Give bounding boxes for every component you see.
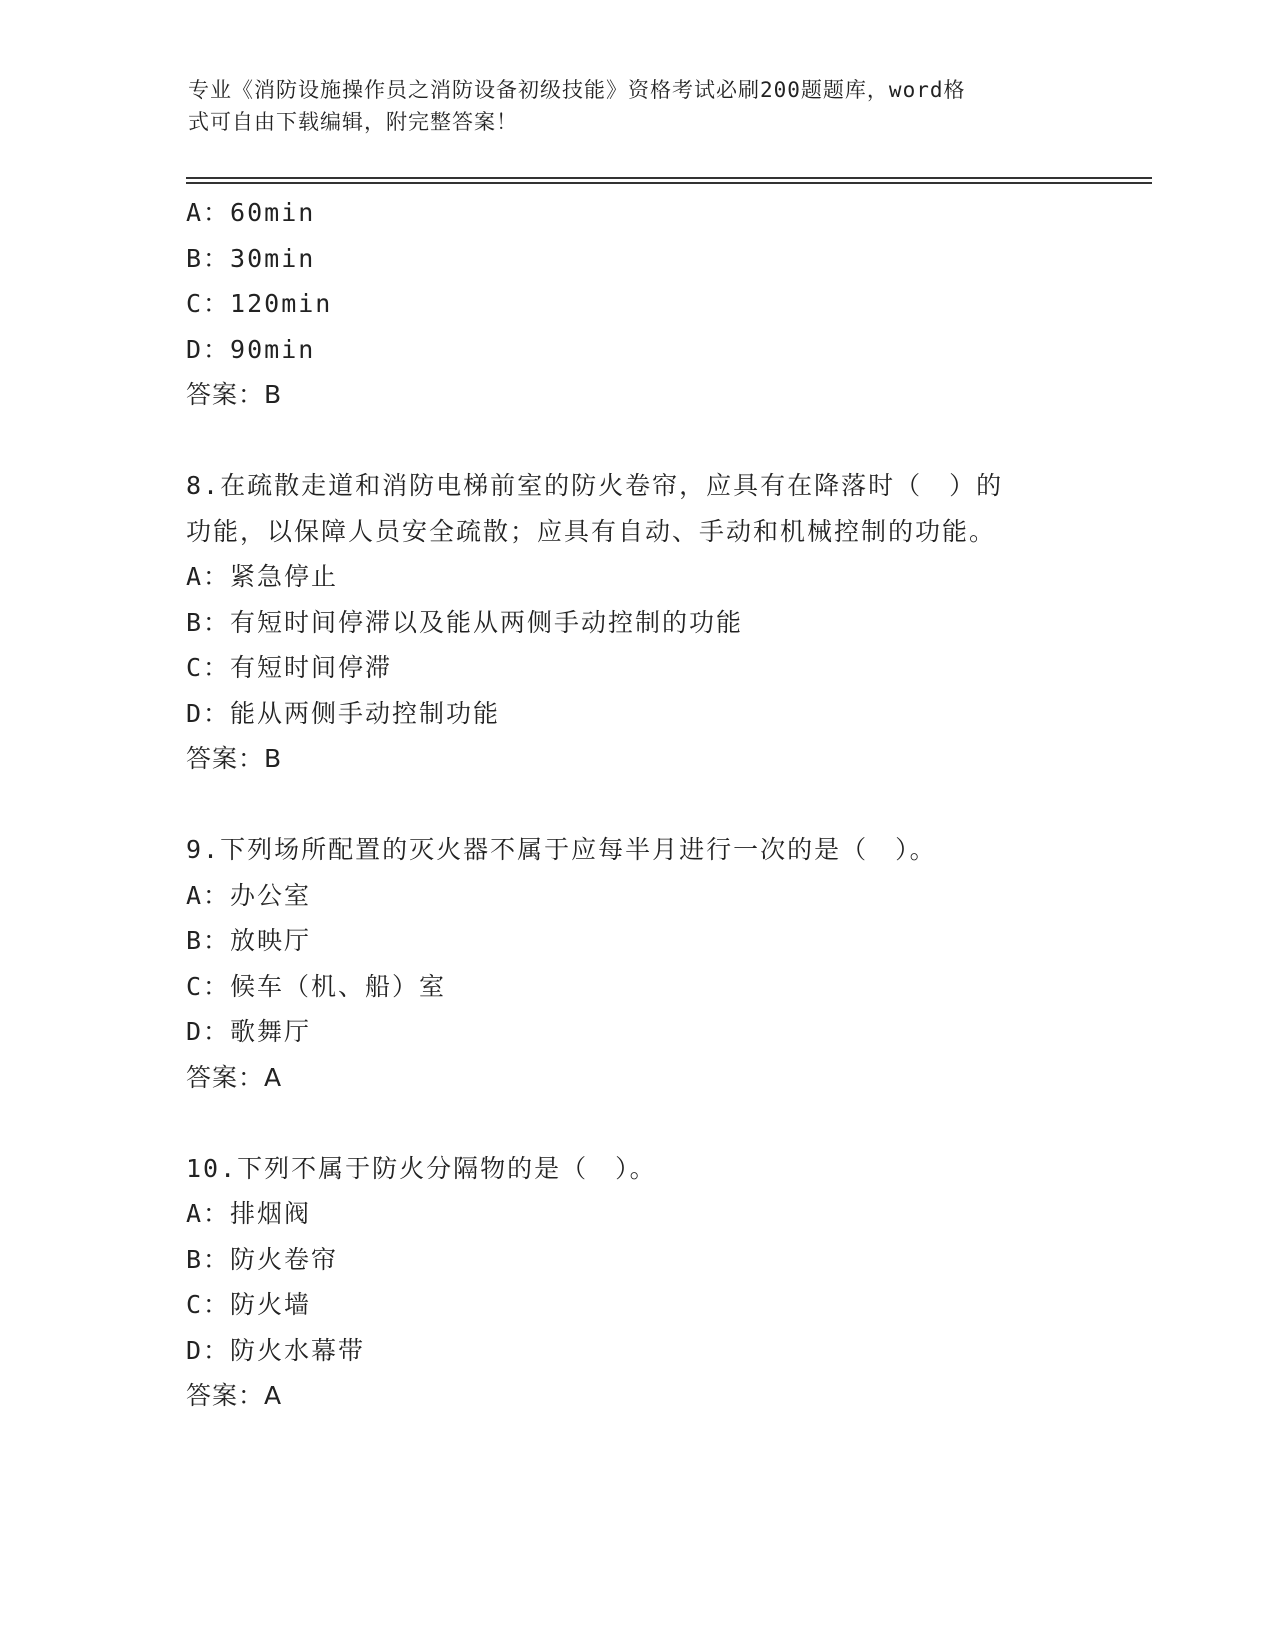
option-c: C：候车（机、船）室	[186, 971, 447, 1001]
question-list	[186, 190, 1152, 1419]
question-stem: 8.在疏散走道和消防电梯前室的防火卷帘，应具有在降落时（ ）的	[186, 471, 1004, 500]
option-b: B：防火卷帘	[186, 1244, 339, 1274]
header-divider-top	[186, 177, 1152, 179]
spacer	[186, 1100, 1152, 1146]
option-a: A：办公室	[186, 880, 312, 910]
option-a: A：60min	[186, 198, 316, 227]
header-divider-bottom	[186, 182, 1152, 184]
option-d: D：能从两侧手动控制功能	[186, 698, 501, 728]
answer: 答案：A	[186, 1381, 283, 1410]
option-d: D：歌舞厅	[186, 1017, 312, 1046]
option-b: B：有短时间停滞以及能从两侧手动控制的功能	[186, 607, 744, 637]
header-line-1: 专业《消防设施操作员之消防设备初级技能》资格考试必刷200题题库，word格	[188, 78, 966, 102]
spacer	[186, 418, 1152, 464]
question-stem: 9.下列场所配置的灭火器不属于应每半月进行一次的是（ ）。	[186, 835, 937, 864]
question-8	[186, 463, 1152, 782]
option-d: D：防火水幕带	[186, 1335, 366, 1365]
spacer	[186, 782, 1152, 828]
answer: 答案：B	[186, 744, 283, 773]
question-9	[186, 827, 1152, 1100]
option-c: C：120min	[186, 289, 333, 318]
option-a: A：排烟阀	[186, 1199, 312, 1228]
option-c: C：防火墙	[186, 1290, 312, 1319]
answer: 答案：A	[186, 1062, 283, 1092]
question-7	[186, 190, 1152, 418]
question-stem-cont: 功能，以保障人员安全疏散；应具有自动、手动和机械控制的功能。	[186, 516, 997, 546]
document-header	[188, 74, 1068, 138]
question-stem: 10.下列不属于防火分隔物的是（ ）。	[186, 1153, 657, 1183]
option-c: C：有短时间停滞	[186, 653, 393, 682]
answer: 答案：B	[186, 380, 283, 409]
option-a: A：紧急停止	[186, 562, 339, 591]
option-b: B：放映厅	[186, 926, 312, 955]
option-b: B：30min	[186, 243, 316, 273]
header-line-2: 式可自由下载编辑，附完整答案！	[188, 110, 518, 134]
question-10	[186, 1146, 1152, 1419]
option-d: D：90min	[186, 334, 316, 364]
